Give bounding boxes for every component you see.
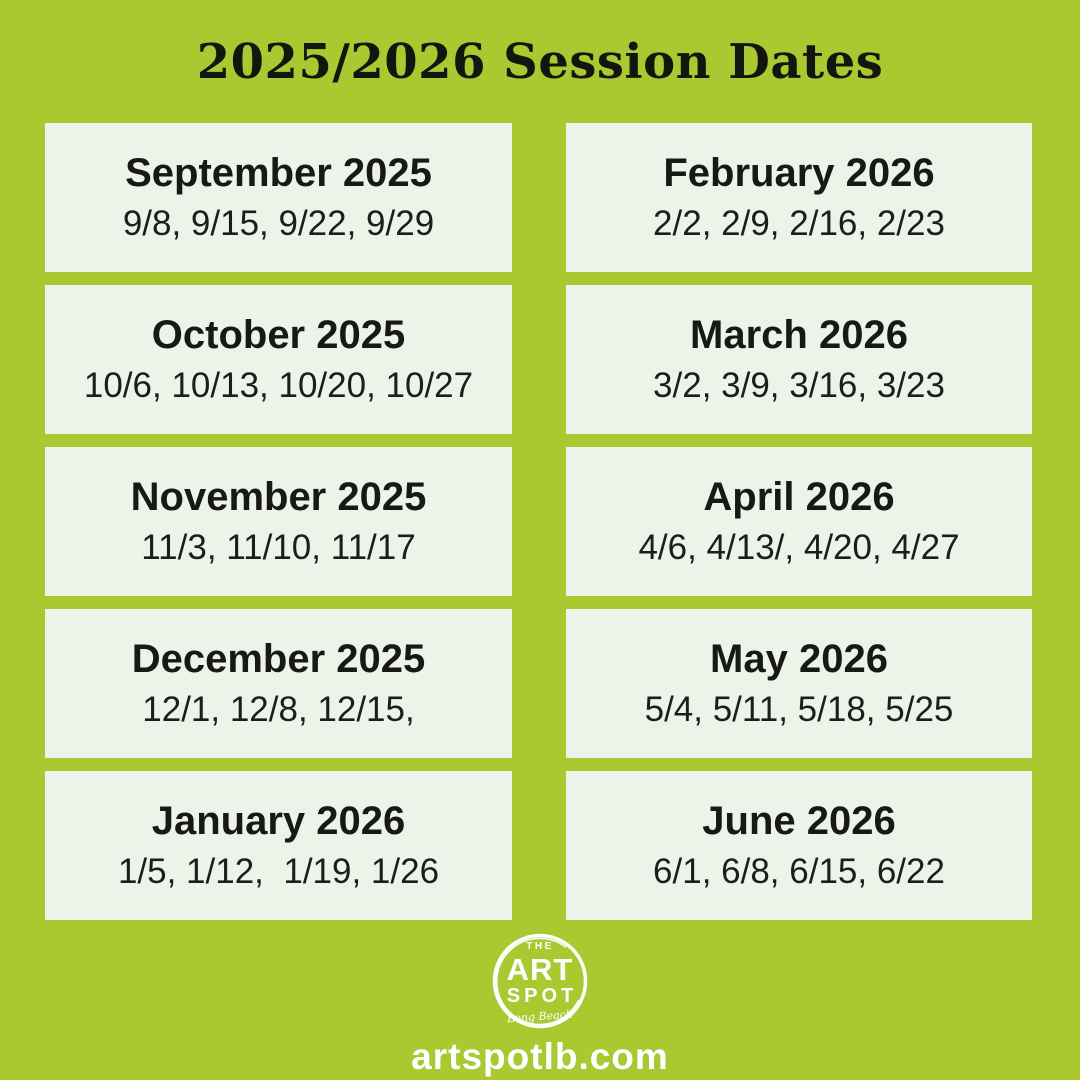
session-card-september-2025	[45, 123, 512, 272]
card-month-title: October 2025	[151, 313, 406, 358]
card-month-title: April 2026	[703, 475, 895, 520]
card-month-title: January 2026	[151, 799, 406, 844]
session-card-june-2026	[566, 771, 1032, 920]
session-card-january-2026	[45, 771, 512, 920]
card-month-title: March 2026	[690, 313, 908, 358]
card-dates: 2/2, 2/9, 2/16, 2/23	[653, 204, 945, 244]
logo-text	[491, 932, 589, 1030]
session-card-april-2026	[566, 447, 1032, 596]
card-dates: 3/2, 3/9, 3/16, 3/23	[653, 366, 945, 406]
session-card-october-2025	[45, 285, 512, 434]
card-dates: 1/5, 1/12, 1/19, 1/26	[117, 852, 440, 892]
card-month-title: February 2026	[663, 151, 935, 196]
session-card-december-2025	[45, 609, 512, 758]
session-card-may-2026	[566, 609, 1032, 758]
logo-word-spot: SPOT	[506, 985, 578, 1007]
logo-word-art: ART	[506, 952, 574, 987]
card-dates: 5/4, 5/11, 5/18, 5/25	[644, 690, 954, 730]
page-title: 2025/2026 Session Dates	[196, 34, 884, 90]
card-month-title: June 2026	[702, 799, 896, 844]
session-card-march-2026	[566, 285, 1032, 434]
card-dates: 9/8, 9/15, 9/22, 9/29	[122, 204, 435, 244]
card-month-title: December 2025	[131, 637, 426, 682]
session-cards-grid	[45, 123, 1032, 920]
card-dates: 11/3, 11/10, 11/17	[141, 528, 416, 568]
art-spot-logo	[491, 932, 589, 1030]
session-card-november-2025	[45, 447, 512, 596]
session-card-february-2026	[566, 123, 1032, 272]
card-month-title: May 2026	[710, 637, 888, 682]
website-text: artspotlb.com	[411, 1036, 669, 1077]
card-month-title: November 2025	[130, 475, 427, 520]
logo-tagline-long-beach: Long Beach	[506, 1007, 574, 1026]
footer	[0, 932, 1080, 1078]
card-dates: 10/6, 10/13, 10/20, 10/27	[83, 366, 474, 406]
card-dates: 6/1, 6/8, 6/15, 6/22	[653, 852, 945, 892]
logo-word-the: THE	[526, 941, 554, 952]
card-dates: 4/6, 4/13/, 4/20, 4/27	[638, 528, 960, 568]
card-dates: 12/1, 12/8, 12/15,	[142, 690, 415, 730]
card-month-title: September 2025	[125, 151, 432, 196]
